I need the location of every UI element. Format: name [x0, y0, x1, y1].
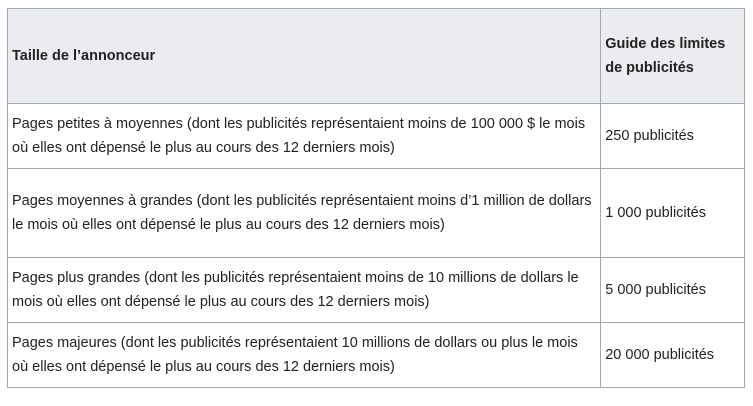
row-ad-limit: 250 publicités — [601, 104, 745, 169]
ad-limits-table — [7, 8, 745, 388]
table-row — [8, 258, 745, 323]
row-advertiser-size: Pages petites à moyennes (dont les publicités représentaient moins de 100 000 $ le mois où elles ont dépensé le plus au cours des 12 derniers mois) — [8, 104, 601, 169]
ad-limits-table-container — [7, 8, 745, 388]
header-ad-limit-guide: Guide des limites de publicités — [601, 9, 745, 104]
table-header-row — [8, 9, 745, 104]
row-ad-limit: 20 000 publicités — [601, 323, 745, 388]
row-ad-limit: 5 000 publicités — [601, 258, 745, 323]
row-advertiser-size: Pages plus grandes (dont les publicités représentaient moins de 10 millions de dollars le mois où elles ont dépensé le plus au cours des 12 derniers mois) — [8, 258, 601, 323]
header-advertiser-size: Taille de l’annonceur — [8, 9, 601, 104]
row-advertiser-size: Pages moyennes à grandes (dont les publicités représentaient moins d’1 million de dollars le mois où elles ont dépensé le plus au cours des 12 derniers mois) — [8, 169, 601, 258]
table-row — [8, 323, 745, 388]
row-advertiser-size: Pages majeures (dont les publicités représentaient 10 millions de dollars ou plus le mois où elles ont dépensé le plus au cours des 12 derniers mois) — [8, 323, 601, 388]
table-row — [8, 104, 745, 169]
row-ad-limit: 1 000 publicités — [601, 169, 745, 258]
table-row — [8, 169, 745, 258]
